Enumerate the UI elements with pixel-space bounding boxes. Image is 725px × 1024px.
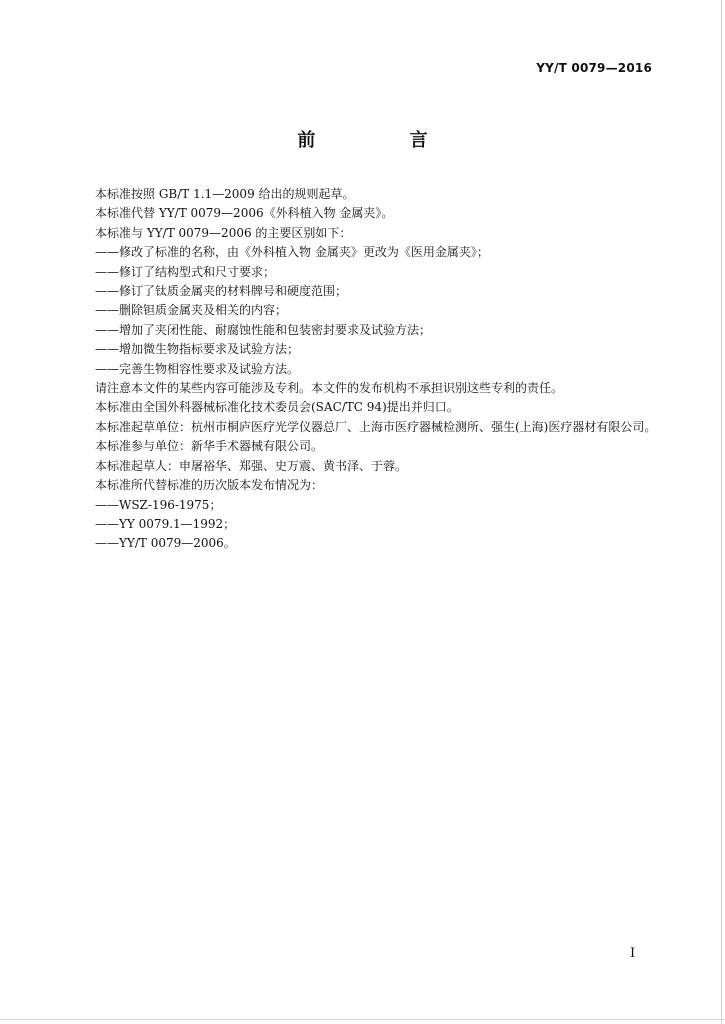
standard-code: YY/T 0079—2016 <box>536 61 652 75</box>
change-list-item: ——修改了标准的名称，由《外科植入物 金属夹》更改为《医用金属夹》； <box>95 245 489 260</box>
change-list-item: ——增加微生物指标要求及试验方法； <box>95 342 300 357</box>
paragraph: 本标准代替 YY/T 0079—2006《外科植入物 金属夹》。 <box>95 206 394 221</box>
change-list-item: ——删除钽质金属夹及相关的内容； <box>95 303 288 318</box>
drafting-units: 本标准起草单位：杭州市桐庐医疗光学仪器总厂、上海市医疗器械检测所、强生(上海)医疗器材有限公司。 <box>95 419 657 434</box>
paragraph: 本标准由全国外科器械标准化技术委员会(SAC/TC 94)提出并归口。 <box>95 400 459 415</box>
paragraph: 本标准所代替标准的历次版本发布情况为： <box>95 478 324 493</box>
page-number: I <box>630 946 636 961</box>
page-title: 前 言 <box>297 130 472 151</box>
paragraph: 本标准按照 GB/T 1.1—2009 给出的规则起草。 <box>95 187 355 201</box>
version-history-item: ——YY 0079.1—1992； <box>95 516 236 531</box>
change-list-item: ——修订了结构型式和尺寸要求； <box>95 264 276 279</box>
change-list-item: ——修订了钛质金属夹的材料牌号和硬度范围； <box>95 284 348 299</box>
page-edge-bottom <box>0 1019 725 1020</box>
patent-notice: 请注意本文件的某些内容可能涉及专利。本文件的发布机构不承担识别这些专利的责任。 <box>95 381 564 396</box>
page-edge-right <box>721 0 722 1024</box>
paragraph: 本标准与 YY/T 0079—2006 的主要区别如下： <box>95 225 352 240</box>
change-list-item: ——完善生物相容性要求及试验方法。 <box>95 361 300 376</box>
drafters: 本标准起草人：申屠裕华、郑强、史万震、黄书泽、于蓉。 <box>95 458 408 473</box>
version-history-item: ——YY/T 0079—2006。 <box>95 536 236 551</box>
change-list-item: ——增加了夹闭性能、耐腐蚀性能和包装密封要求及试验方法； <box>95 322 432 337</box>
version-history-item: ——WSZ-196-1975； <box>95 497 222 512</box>
participating-units: 本标准参与单位：新华手术器械有限公司。 <box>95 439 324 454</box>
foreword-body <box>71 185 671 554</box>
